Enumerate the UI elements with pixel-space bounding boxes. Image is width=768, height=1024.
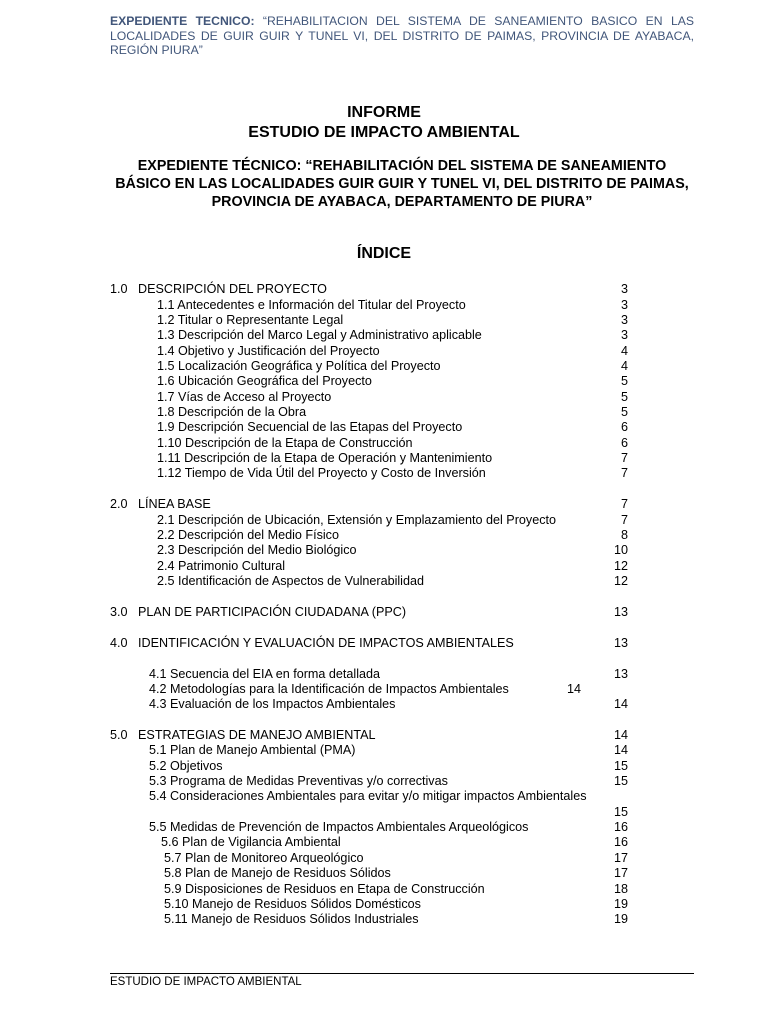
toc-entry: 5.7 Plan de Monitoreo Arqueológico <box>164 851 364 865</box>
toc-title: IDENTIFICACIÓN Y EVALUACIÓN DE IMPACTOS AMBIENTALES <box>138 636 514 650</box>
toc-num: 4.0 <box>110 636 128 650</box>
toc-page: 17 <box>613 851 628 865</box>
toc-page: 8 <box>620 528 628 542</box>
toc-entry: 5.9 Disposiciones de Residuos en Etapa de Construcción <box>164 882 485 896</box>
footer-divider <box>110 973 694 974</box>
toc-page: 16 <box>613 835 628 849</box>
toc-entry-4-0 <box>110 636 514 651</box>
toc-num: 5.0 <box>110 728 128 742</box>
toc-entry: 2.1 Descripción de Ubicación, Extensión y Emplazamiento del Proyecto <box>157 513 557 527</box>
header-label: EXPEDIENTE TECNICO: <box>110 14 255 28</box>
toc-title: PLAN DE PARTICIPACIÓN CIUDADANA (PPC) <box>138 605 407 619</box>
toc-page: 14 <box>613 697 628 711</box>
toc-entry: 2.2 Descripción del Medio Físico <box>157 528 339 542</box>
toc-entry: 1.4 Objetivo y Justificación del Proyecto <box>157 344 380 358</box>
toc-entry: 2.4 Patrimonio Cultural <box>157 559 286 573</box>
toc-page: 17 <box>613 866 628 880</box>
toc-entry: 1.2 Titular o Representante Legal <box>157 313 344 327</box>
toc-entry: 2.3 Descripción del Medio Biológico <box>157 543 357 557</box>
toc-entry: 5.8 Plan de Manejo de Residuos Sólidos <box>164 866 391 880</box>
toc-page: 16 <box>613 820 628 834</box>
toc-page: 15 <box>613 805 628 819</box>
toc-entry: 5.6 Plan de Vigilancia Ambiental <box>161 835 341 849</box>
toc-entry: 5.1 Plan de Manejo Ambiental (PMA) <box>149 743 356 757</box>
toc-entry: 4.2 Metodologías para la Identificación de Impactos Ambientales <box>149 682 509 696</box>
toc-page: 14 <box>613 728 628 742</box>
toc-page: 5 <box>620 374 628 388</box>
toc-page: 19 <box>613 897 628 911</box>
toc-entry: 5.5 Medidas de Prevención de Impactos Ambientales Arqueológicos <box>149 820 529 834</box>
toc-page: 5 <box>620 390 628 404</box>
toc-page: 7 <box>620 513 628 527</box>
index-title: ÍNDICE <box>356 245 412 262</box>
running-footer: ESTUDIO DE IMPACTO AMBIENTAL <box>110 976 302 988</box>
toc-entry: 1.11 Descripción de la Etapa de Operación y Mantenimiento <box>157 451 493 465</box>
toc-page: 4 <box>620 344 628 358</box>
toc-page: 3 <box>620 328 628 342</box>
report-title: INFORME <box>347 104 421 121</box>
toc-entry: 5.11 Manejo de Residuos Sólidos Industriales <box>164 912 419 926</box>
toc-page: 13 <box>613 605 628 619</box>
toc-entry-1-0 <box>110 282 327 297</box>
toc-entry: 5.3 Programa de Medidas Preventivas y/o correctivas <box>149 774 448 788</box>
toc-page: 15 <box>613 774 628 788</box>
toc-entry: 1.10 Descripción de la Etapa de Construcción <box>157 436 413 450</box>
toc-title: LÍNEA BASE <box>138 497 211 511</box>
toc-page: 18 <box>613 882 628 896</box>
toc-entry-2-0 <box>110 497 211 512</box>
toc-page: 10 <box>613 543 628 557</box>
toc-page: 5 <box>620 405 628 419</box>
toc-entry: 1.8 Descripción de la Obra <box>157 405 307 419</box>
toc-title: DESCRIPCIÓN DEL PROYECTO <box>138 282 327 296</box>
toc-entry: 1.3 Descripción del Marco Legal y Administrativo aplicable <box>157 328 482 342</box>
toc-page: 19 <box>613 912 628 926</box>
toc-page: 13 <box>613 667 628 681</box>
toc-entry-3-0 <box>110 605 406 620</box>
toc-page: 7 <box>620 466 628 480</box>
toc-page: 7 <box>620 497 628 511</box>
toc-entry: 1.6 Ubicación Geográfica del Proyecto <box>157 374 372 388</box>
toc-page: 14 <box>566 682 581 696</box>
toc-entry: 1.12 Tiempo de Vida Útil del Proyecto y Costo de Inversión <box>157 466 486 480</box>
toc-title: ESTRATEGIAS DE MANEJO AMBIENTAL <box>138 728 376 742</box>
header-text: “REHABILITACION DEL SISTEMA DE SANEAMIENTO BASICO EN LAS LOCALIDADES DE GUIR GUIR Y TUNEL VI, DEL DISTRITO DE PAIMAS, PROVINCIA DE AYABACA, REGIÓN PIURA” <box>110 14 694 58</box>
toc-page: 15 <box>613 759 628 773</box>
toc-entry: 2.5 Identificación de Aspectos de Vulnerabilidad <box>157 574 424 588</box>
toc-entry: 4.3 Evaluación de los Impactos Ambientales <box>149 697 396 711</box>
toc-page: 12 <box>613 574 628 588</box>
toc-page: 12 <box>613 559 628 573</box>
toc-page: 4 <box>620 359 628 373</box>
toc-entry: 1.9 Descripción Secuencial de las Etapas del Proyecto <box>157 420 463 434</box>
toc-page: 14 <box>613 743 628 757</box>
toc-entry: 1.5 Localización Geográfica y Política del Proyecto <box>157 359 441 373</box>
toc-num: 3.0 <box>110 605 128 619</box>
project-title: EXPEDIENTE TÉCNICO: “REHABILITACIÓN DEL SISTEMA DE SANEAMIENTO BÁSICO EN LAS LOCALIDADES GUIR GUIR Y TUNEL VI, DEL DISTRITO DE PAIMAS, PROVINCIA DE AYABACA, DEPARTAMENTO DE PIURA” <box>115 158 689 210</box>
toc-page: 13 <box>613 636 628 650</box>
toc-entry: 1.1 Antecedentes e Información del Titular del Proyecto <box>157 298 466 312</box>
toc-entry: 1.7 Vías de Acceso al Proyecto <box>157 390 332 404</box>
toc-entry: 5.2 Objetivos <box>149 759 223 773</box>
toc-page: 3 <box>620 313 628 327</box>
toc-page: 3 <box>620 298 628 312</box>
toc-entry: 5.10 Manejo de Residuos Sólidos Domésticos <box>164 897 421 911</box>
toc-page: 3 <box>620 282 628 296</box>
toc-page: 6 <box>620 436 628 450</box>
toc-entry: 4.1 Secuencia del EIA en forma detallada <box>149 667 381 681</box>
report-subtitle: ESTUDIO DE IMPACTO AMBIENTAL <box>248 124 520 141</box>
toc-entry: 5.4 Consideraciones Ambientales para evitar y/o mitigar impactos Ambientales <box>149 789 587 803</box>
toc-num: 1.0 <box>110 282 128 296</box>
toc-page: 7 <box>620 451 628 465</box>
toc-page: 6 <box>620 420 628 434</box>
toc-num: 2.0 <box>110 497 128 511</box>
toc-entry-5-0 <box>110 728 375 743</box>
